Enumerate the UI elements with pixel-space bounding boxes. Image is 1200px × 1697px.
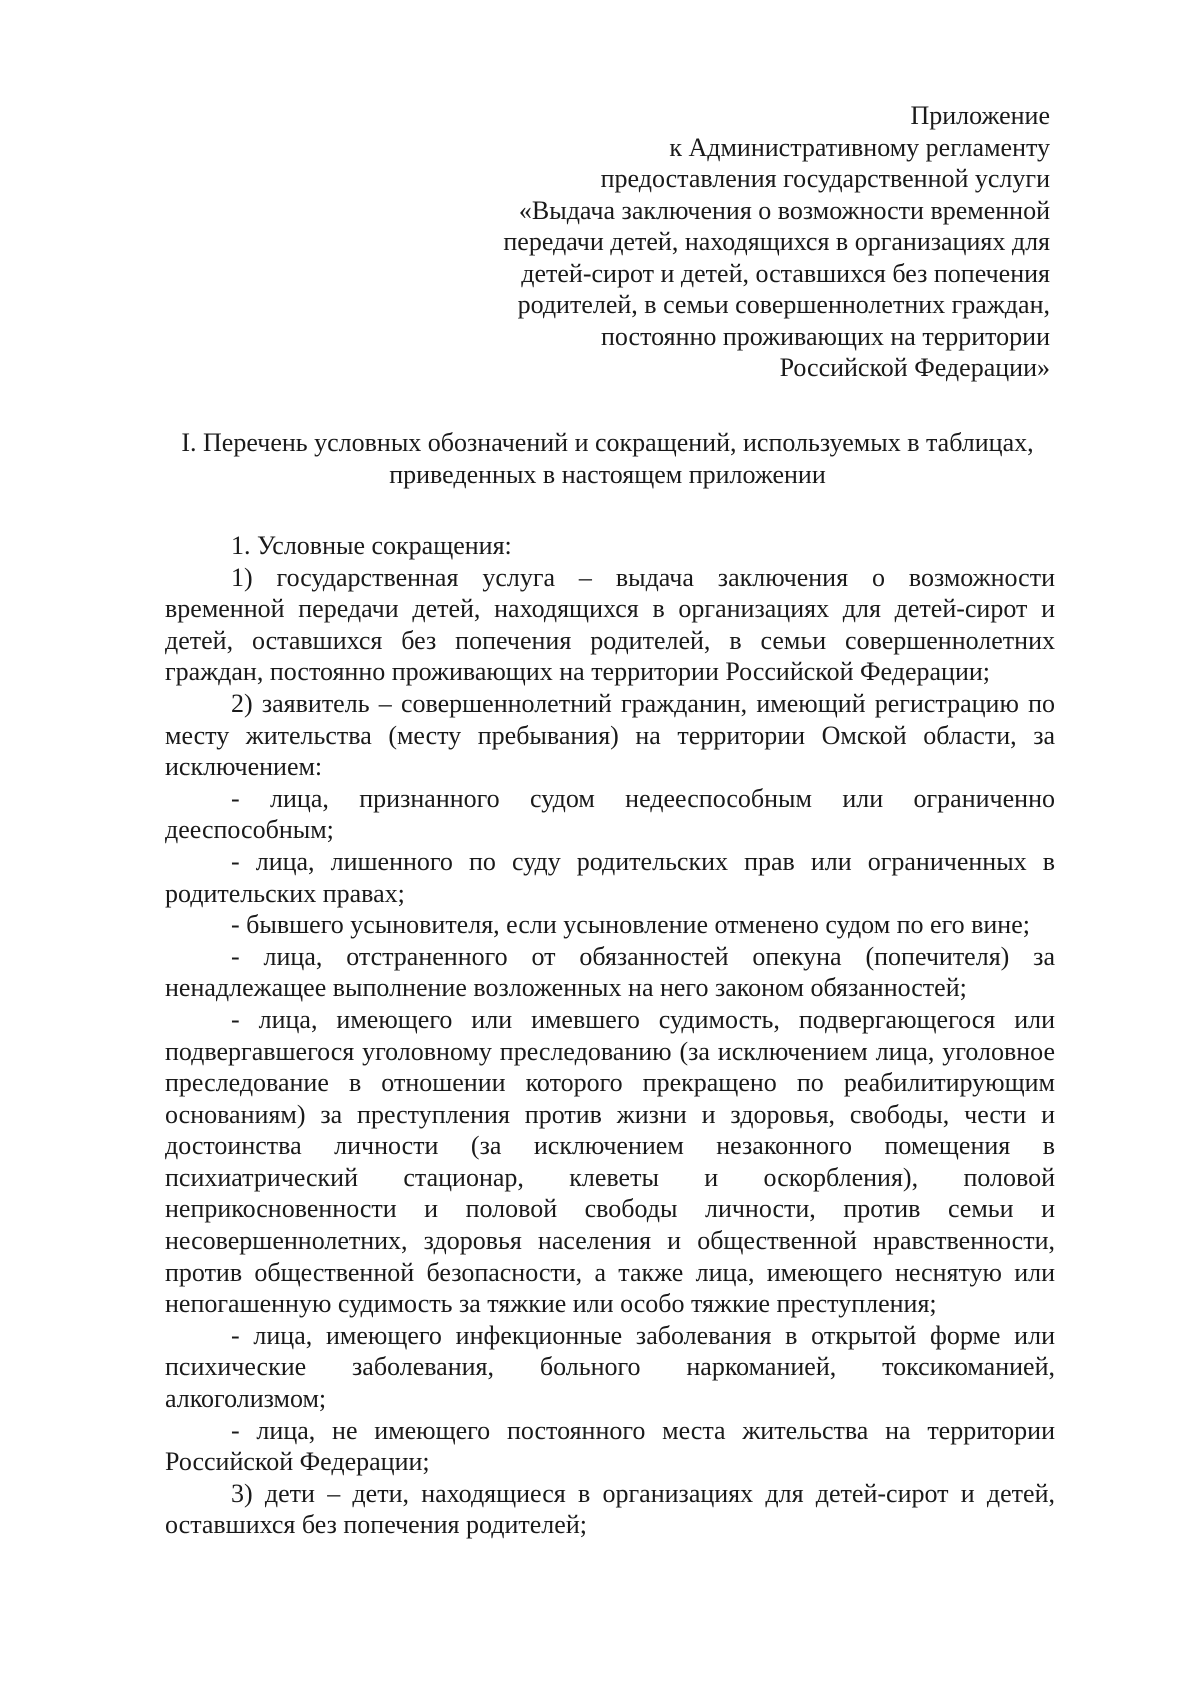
appendix-line: к Административному регламенту <box>669 132 1050 162</box>
paragraph-exclusion: - лица, отстраненного от обязанностей опекуна (попечителя) за ненадлежащее выполнение возложенных на него законом обязанностей; <box>165 941 1055 1003</box>
paragraph-item-1: 1) государственная услуга – выдача заключения о возможности временной передачи детей, находящихся в организациях для детей-сирот и детей, оставшихся без попечения родителей, в семьи совершеннолетних граждан, постоянно проживающих на территории Российской Федерации; <box>165 562 1055 687</box>
appendix-line: постоянно проживающих на территории <box>600 321 1050 351</box>
paragraph-exclusion: - лица, имеющего или имевшего судимость, подвергающегося или подвергавшегося уголовному преследованию (за исключением лица, уголовное преследование в отношении которого прекращено по реабилитирующим основаниям) за преступления против жизни и здоровья, свободы, чести и достоинства личности (за исключением незаконного помещения в психиатрический стационар, клеветы и оскорбления), половой неприкосновенности и половой свободы личности, против семьи и несовершеннолетних, здоровья населения и общественной нравственности, против общественной безопасности, а также лица, имеющего неснятую или непогашенную судимость за тяжкие или особо тяжкие преступления; <box>165 1004 1055 1319</box>
appendix-line: передачи детей, находящихся в организациях для <box>503 227 1050 256</box>
paragraph-exclusion: - лица, признанного судом недееспособным или ограниченно дееспособным; <box>165 783 1055 845</box>
document-body <box>165 530 1055 1541</box>
paragraph-exclusion: - лица, не имеющего постоянного места жительства на территории Российской Федерации; <box>165 1415 1055 1477</box>
section-title <box>160 427 1055 491</box>
paragraph-heading: 1. Условные сокращения: <box>231 531 512 560</box>
appendix-line: «Выдача заключения о возможности временной <box>518 195 1050 225</box>
appendix-header <box>430 100 1050 384</box>
appendix-line: родителей, в семьи совершеннолетних граждан, <box>517 290 1050 319</box>
appendix-line: детей-сирот и детей, оставшихся без попечения <box>521 258 1050 288</box>
section-title-line: I. Перечень условных обозначений и сокращений, используемых в таблицах, <box>181 428 1034 457</box>
appendix-line: Российской Федерации» <box>779 353 1050 382</box>
paragraph-exclusion: - бывшего усыновителя, если усыновление отменено судом по его вине; <box>231 910 1030 940</box>
paragraph-item-3: 3) дети – дети, находящиеся в организациях для детей-сирот и детей, оставшихся без попечения родителей; <box>165 1478 1055 1540</box>
section-title-line: приведенных в настоящем приложении <box>389 460 826 489</box>
appendix-line: Приложение <box>910 101 1050 130</box>
paragraph-item-2: 2) заявитель – совершеннолетний гражданин, имеющий регистрацию по месту жительства (месту пребывания) на территории Омской области, за исключением: <box>165 688 1055 782</box>
paragraph-exclusion: - лица, имеющего инфекционные заболевания в открытой форме или психические заболевания, больного наркоманией, токсикоманией, алкоголизмом; <box>165 1320 1055 1414</box>
appendix-line: предоставления государственной услуги <box>600 164 1050 193</box>
paragraph-exclusion: - лица, лишенного по суду родительских прав или ограниченных в родительских правах; <box>165 846 1055 908</box>
